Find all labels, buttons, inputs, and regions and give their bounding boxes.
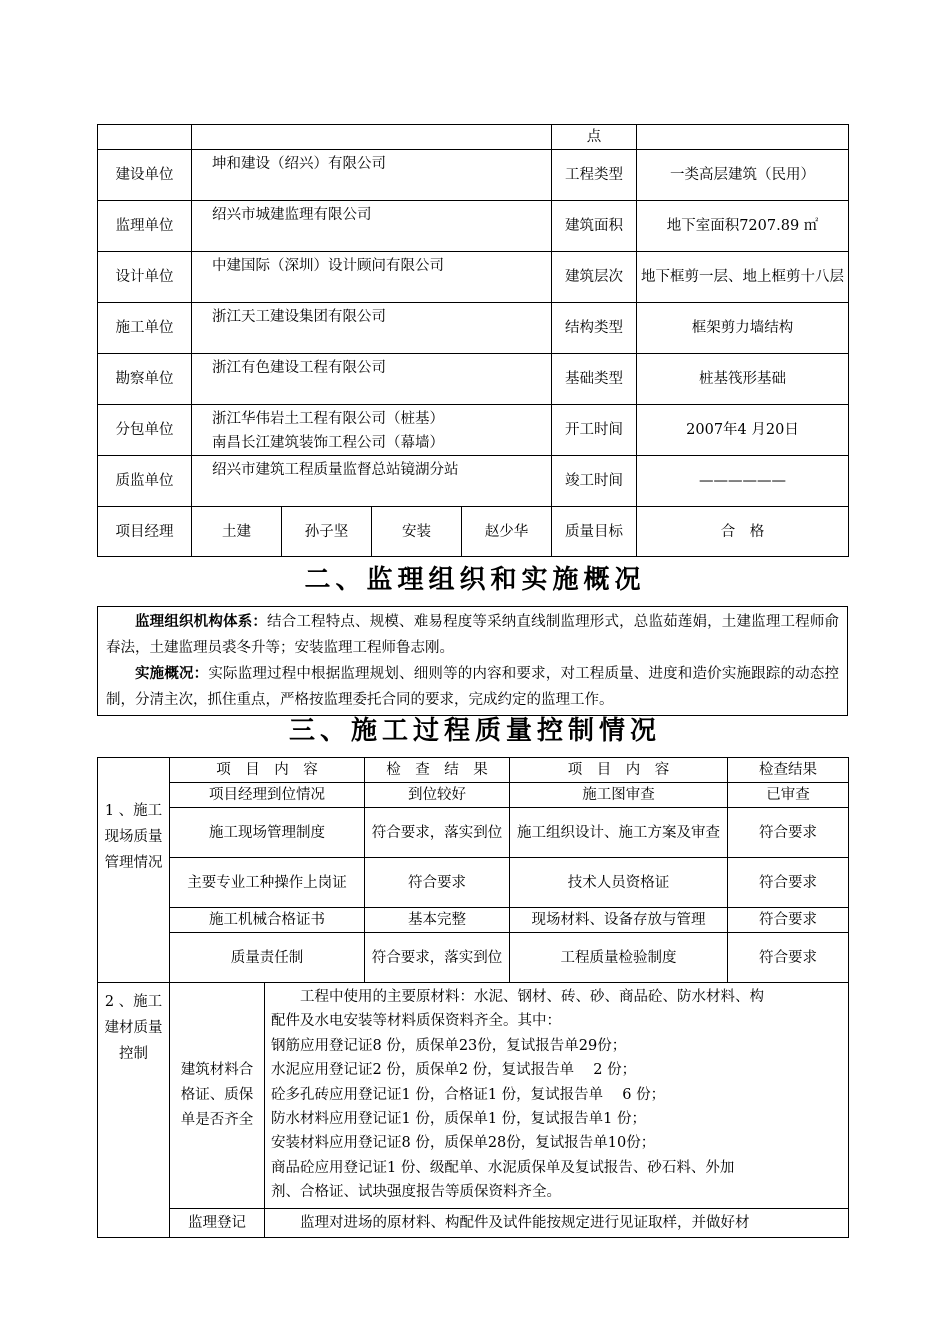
impl-text: 实际监理过程中根据监理规划、细则等的内容和要求，对工程质量、进度和造价实施跟踪的动态控制，分清主次，抓住重点，严格按监理委托合同的要求，完成约定的监理工作。 — [106, 666, 840, 708]
header-cell: 检查结果 — [728, 758, 849, 783]
table-row — [98, 150, 849, 201]
cell-key: 工程类型 — [552, 150, 637, 201]
cell: 施工现场管理制度 — [170, 808, 365, 858]
table-row — [98, 201, 849, 252]
row-value: 浙江天工建设集团有限公司 — [192, 303, 552, 354]
table-row — [98, 783, 849, 808]
cell: 质量责任制 — [170, 933, 365, 983]
row-label: 勘察单位 — [98, 354, 192, 405]
cell-data: 一类高层建筑（民用） — [637, 150, 849, 201]
cell: 符合要求，落实到位 — [365, 808, 510, 858]
cell-data: 合 格 — [637, 507, 849, 557]
pm-civil-label: 土建 — [192, 507, 282, 557]
header-cell: 项 目 内 容 — [170, 758, 365, 783]
cell-key: 竣工时间 — [552, 456, 637, 507]
table-row — [98, 858, 849, 908]
quality-control-table — [97, 757, 849, 1238]
materials-line: 商品砼应用登记证1 份、级配单、水泥质保单及复试报告、砂石料、外加 — [271, 1159, 735, 1176]
section2-box — [97, 606, 848, 716]
table-row — [98, 908, 849, 933]
row-value — [192, 405, 552, 456]
cell: 符合要求，落实到位 — [365, 933, 510, 983]
cell: 施工图审查 — [510, 783, 728, 808]
row-value: 坤和建设（绍兴）有限公司 — [192, 150, 552, 201]
materials-line: 工程中使用的主要原材料：水泥、钢材、砖、砂、商品砼、防水材料、构 — [271, 989, 764, 1005]
cell-data: 框架剪力墙结构 — [637, 303, 849, 354]
cell-key: 质量目标 — [552, 507, 637, 557]
group2-label: 2 、施工建材质量控制 — [98, 983, 170, 1238]
impl-paragraph — [106, 661, 839, 713]
cell-data: 地下框剪一层、地上框剪十八层 — [637, 252, 849, 303]
cell: 现场材料、设备存放与管理 — [510, 908, 728, 933]
row-label: 项目经理 — [98, 507, 192, 557]
materials-line: 配件及水电安装等材料质保资料齐全。其中： — [271, 1013, 561, 1030]
cell-key: 基础类型 — [552, 354, 637, 405]
table-row — [98, 456, 849, 507]
cell-data: 2007年4 月20日 — [637, 405, 849, 456]
materials-line: 防水材料应用登记证1 份，质保单1 份，复试报告单1 份； — [271, 1111, 647, 1128]
materials-text — [265, 983, 849, 1209]
header-cell: 项 目 内 容 — [510, 758, 728, 783]
row-value-line: 南昌长江建筑装饰工程公司（幕墙） — [212, 435, 444, 451]
cell: 符合要求 — [365, 858, 510, 908]
row-label: 施工单位 — [98, 303, 192, 354]
group1-label: 1 、施工现场质量管理情况 — [98, 758, 170, 983]
cell-key: 结构类型 — [552, 303, 637, 354]
pm-civil-name: 孙子坚 — [282, 507, 372, 557]
row-value: 浙江有色建设工程有限公司 — [192, 354, 552, 405]
cell: 施工组织设计、施工方案及审查 — [510, 808, 728, 858]
table-row — [98, 125, 849, 150]
cell-data: —————— — [637, 456, 849, 507]
cell-data: 桩基筏形基础 — [637, 354, 849, 405]
cell: 符合要求 — [728, 908, 849, 933]
cell: 到位较好 — [365, 783, 510, 808]
materials-line: 砼多孔砖应用登记证1 份，合格证1 份，复试报告单 6 份； — [271, 1086, 666, 1103]
group2-sub-label: 建筑材料合格证、质保单是否齐全 — [170, 983, 265, 1209]
row-label: 分包单位 — [98, 405, 192, 456]
cell: 技术人员资格证 — [510, 858, 728, 908]
materials-line: 剂、合格证、试块强度报告等质保资料齐全。 — [271, 1184, 561, 1201]
table-row — [98, 303, 849, 354]
materials-line: 水泥应用登记证2 份，质保单2 份，复试报告单 2 份； — [271, 1062, 637, 1079]
cell-key: 建筑层次 — [552, 252, 637, 303]
supervision-sub-label: 监理登记 — [170, 1209, 265, 1238]
org-text: 结合工程特点、规模、难易程度等采纳直线制监理形式，总监茹莲娟，土建监理工程师俞春法，土建监理员裘冬升等；安装监理工程师鲁志刚。 — [106, 614, 839, 656]
cell: 已审查 — [728, 783, 849, 808]
table-row — [98, 983, 849, 1209]
project-info-table — [97, 124, 849, 557]
table-row — [98, 252, 849, 303]
cell: 项目经理到位情况 — [170, 783, 365, 808]
cell: 工程质量检验制度 — [510, 933, 728, 983]
supervision-text: 监理对进场的原材料、构配件及试件能按规定进行见证取样，并做好材 — [265, 1209, 849, 1238]
section3-title: 三、施工过程质量控制情况 — [288, 716, 661, 746]
row-value-line: 浙江华伟岩土工程有限公司（桩基） — [212, 411, 444, 427]
cell: 施工机械合格证书 — [170, 908, 365, 933]
cell: 符合要求 — [728, 858, 849, 908]
row-value: 绍兴市城建监理有限公司 — [192, 201, 552, 252]
table-row — [98, 1209, 849, 1238]
row-value: 绍兴市建筑工程质量监督总站镜湖分站 — [192, 456, 552, 507]
cell-key: 建筑面积 — [552, 201, 637, 252]
table-row — [98, 405, 849, 456]
table-row — [98, 354, 849, 405]
cell: 符合要求 — [728, 933, 849, 983]
header-row — [98, 758, 849, 783]
row-label: 设计单位 — [98, 252, 192, 303]
table-row — [98, 933, 849, 983]
cell-key: 点 — [552, 125, 637, 150]
row-label: 质监单位 — [98, 456, 192, 507]
pm-install-name: 赵少华 — [462, 507, 552, 557]
cell: 基本完整 — [365, 908, 510, 933]
materials-line: 安装材料应用登记证8 份，质保单28份，复试报告单10份； — [271, 1135, 656, 1152]
materials-line: 钢筋应用登记证8 份，质保单23份，复试报告单29份； — [271, 1037, 627, 1054]
row-label: 建设单位 — [98, 150, 192, 201]
cell: 主要专业工种操作上岗证 — [170, 858, 365, 908]
table-row — [98, 507, 849, 557]
row-label: 监理单位 — [98, 201, 192, 252]
cell: 符合要求 — [728, 808, 849, 858]
cell-key: 开工时间 — [552, 405, 637, 456]
table-row — [98, 808, 849, 858]
section2-title: 二、监理组织和实施概况 — [304, 565, 646, 595]
org-heading: 监理组织机构体系： — [135, 613, 268, 630]
org-paragraph — [106, 609, 839, 661]
impl-heading: 实施概况： — [135, 665, 209, 682]
cell-data: 地下室面积7207.89 ㎡ — [637, 201, 849, 252]
pm-install-label: 安装 — [372, 507, 462, 557]
row-value: 中建国际（深圳）设计顾问有限公司 — [192, 252, 552, 303]
header-cell: 检 查 结 果 — [365, 758, 510, 783]
